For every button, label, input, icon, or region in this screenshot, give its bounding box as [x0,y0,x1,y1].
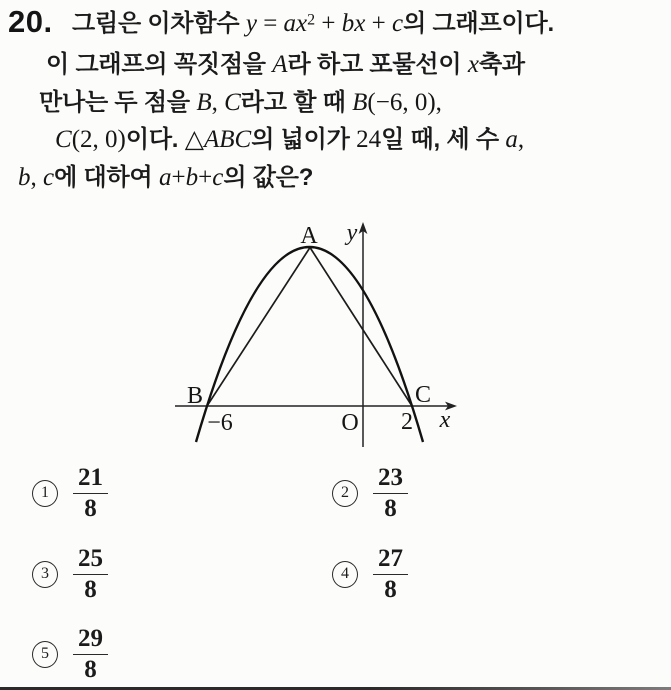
text-run: c [43,164,55,191]
fraction-numerator: 29 [78,625,103,652]
text-run: b [18,164,31,191]
fraction-denominator: 8 [84,576,97,603]
problem-line-5 [18,162,313,197]
vertex-label: A [300,223,318,249]
fraction-denominator: 8 [384,495,397,522]
text-run: △ [184,126,204,153]
choice-fraction [373,546,408,603]
problem-line-3 [39,87,442,122]
point-b-label: B [186,383,204,409]
choice-fraction [73,626,108,683]
choice-marker-icon[interactable]: 1 [32,480,58,507]
text-run: x [467,51,479,78]
choice-marker-icon[interactable]: 5 [32,641,58,668]
text-run: 라고 할 때 [240,89,353,116]
fraction-denominator: 8 [384,576,397,603]
text-run: y [245,10,257,37]
text-run: ax [283,10,308,37]
text-run: C [55,126,72,153]
question-number: 20. [8,4,53,39]
text-run: + [198,164,213,191]
b-x-value-label: −6 [207,410,233,436]
text-run: 일 때, 세 수 [381,126,506,153]
c-x-value-label: 2 [401,409,413,435]
text-run: 축과 [478,51,525,78]
text-run: 24 [356,126,382,153]
y-axis-label: y [346,220,358,246]
fraction-bar [373,574,408,575]
text-run: ABC [203,126,252,153]
text-run: 이 그래프의 꼭짓점을 [46,51,273,78]
text-run: = [256,10,284,37]
problem-line-2 [46,49,525,84]
text-run: 2 [307,11,316,29]
text-run: a [505,126,518,153]
origin-label: O [341,410,359,436]
fraction-bar [73,574,108,575]
text-run: a [158,164,172,191]
choice-fraction [73,546,108,603]
choice-option-2[interactable] [332,465,408,522]
text-run: B [196,89,212,116]
fraction-bar [73,654,108,655]
fraction-bar [73,493,108,494]
text-run: b [185,164,199,191]
text-run: (2, 0) [71,126,126,153]
problem-line-4 [55,124,524,159]
fraction-numerator: 25 [78,545,103,572]
text-run: A [272,51,288,78]
text-run: bx [341,10,366,37]
point-c-label: C [414,382,432,408]
text-run: 에 대하여 [54,164,159,191]
text-run: , [211,89,225,116]
text-run: c [391,10,404,37]
x-axis-label: x [439,407,451,433]
text-run: , [30,164,43,191]
fraction-denominator: 8 [84,656,97,683]
text-run: 의 넓이가 [251,126,357,153]
fraction-numerator: 21 [78,464,103,491]
fraction-numerator: 27 [378,545,403,572]
fraction-numerator: 23 [378,464,403,491]
problem-line-1 [72,8,554,43]
text-run: c [212,164,224,191]
choice-marker-icon[interactable]: 2 [332,480,358,507]
choice-fraction [373,465,408,522]
text-run: 그림은 이차함수 [72,10,246,37]
choice-fraction [73,465,108,522]
choice-option-4[interactable] [332,546,408,603]
text-run: 라 하고 포물선이 [287,51,468,78]
text-run: 의 값은? [223,164,314,191]
text-run: 의 그래프이다. [403,10,554,37]
choice-option-5[interactable] [32,626,108,683]
parabola-figure [155,210,470,455]
choice-marker-icon[interactable]: 4 [332,561,358,588]
text-run: 이다. [125,126,185,153]
text-run: + [365,10,392,37]
fraction-bar [373,493,408,494]
choice-option-1[interactable] [32,465,108,522]
text-run: C [224,89,241,116]
page-bottom-rule [0,687,671,690]
fraction-denominator: 8 [84,495,97,522]
text-run: 만나는 두 점을 [39,89,197,116]
text-run: , [517,126,525,153]
text-run: + [171,164,186,191]
text-run: B [352,89,368,116]
text-run: (−6, 0), [367,89,442,116]
choice-marker-icon[interactable]: 3 [32,561,58,588]
text-run: + [315,10,342,37]
choice-option-3[interactable] [32,546,108,603]
